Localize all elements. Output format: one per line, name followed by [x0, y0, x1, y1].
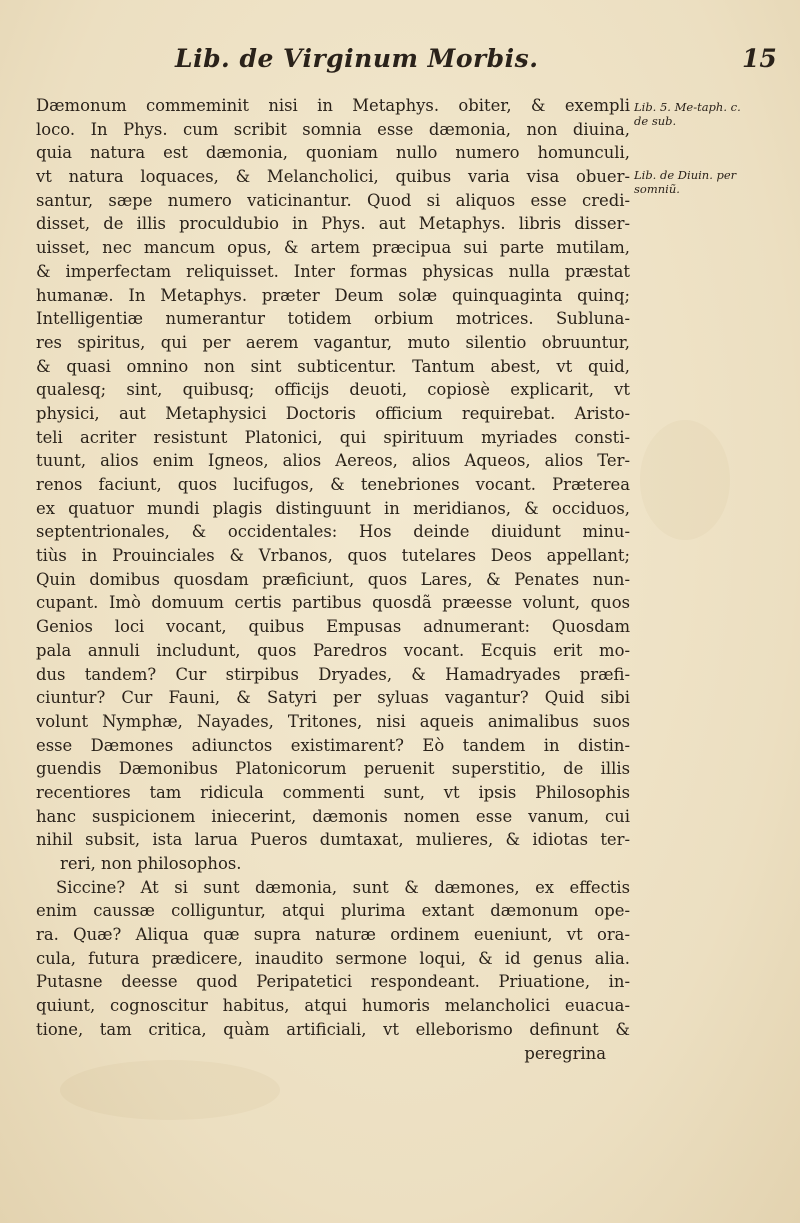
text-line: dus tandem? Cur stirpibus Dryades, & Hamadryades præfi- — [36, 664, 630, 684]
text-line: teli acriter resistunt Platonici, qui spirituum myriades consti- — [36, 427, 630, 447]
text-line: hanc suspicionem iniecerint, dæmonis nomen esse vanum, cui — [36, 806, 630, 826]
running-head-title: Lib. de Virginum Morbis. — [175, 44, 539, 73]
text-line: uisset, nec mancum opus, & artem præcipua sui parte mutilam, — [36, 238, 630, 258]
text-line: tuunt, alios enim Igneos, alios Aereos, alios Aqueos, alios Ter- — [36, 451, 630, 471]
text-line: humanæ. In Metaphys. præter Deum solæ quinquaginta quinq; — [36, 285, 630, 305]
text-line: recentiores tam ridicula commenti sunt, vt ipsis Philosophis — [36, 782, 630, 802]
text-line: Genios loci vocant, quibus Empusas adnumerant: Quosdam — [36, 617, 630, 637]
text-line: ex quatuor mundi plagis distinguunt in meridianos, & occiduos, — [36, 498, 630, 518]
text-line: qualesq; sint, quibusq; officijs deuoti, copiosè explicarit, vt — [36, 380, 630, 400]
text-line: pala annuli includunt, quos Paredros vocant. Ecquis erit mo- — [36, 640, 630, 660]
text-line: tione, tam critica, quàm artificiali, vt elleborismo definunt & — [36, 1019, 630, 1039]
text-line: santur, sæpe numero vaticinantur. Quod si aliquos esse credi- — [36, 190, 630, 210]
text-line: Dæmonum commeminit nisi in Metaphys. obiter, & exempli — [36, 96, 630, 115]
text-line: enim caussæ colliguntur, atqui plurima extant dæmonum ope- — [36, 901, 630, 921]
text-line: esse Dæmones adiunctos existimarent? Eò tandem in distin- — [36, 735, 630, 755]
text-line: ra. Quæ? Aliqua quæ supra naturæ ordinem eueniunt, vt ora- — [36, 925, 630, 945]
catchword: peregrina — [524, 1043, 606, 1063]
body-text — [36, 94, 630, 1065]
text-line: Intelligentiæ numerantur totidem orbium motrices. Subluna- — [36, 309, 630, 329]
text-line: res spiritus, qui per aerem vagantur, muto silentio obruuntur, — [36, 332, 630, 352]
text-line: Quin domibus quosdam præficiunt, quos Lares, & Penates nun- — [36, 569, 630, 589]
text-line: vt natura loquaces, & Melancholici, quibus varia visa obuer- — [36, 167, 630, 187]
text-line: quia natura est dæmonia, quoniam nullo numero homunculi, — [36, 143, 630, 163]
page-number: 15 — [742, 44, 777, 73]
text-line: nihil subsit, ista larua Pueros dumtaxat, mulieres, & idiotas ter- — [36, 830, 630, 850]
paper-stain — [60, 1060, 280, 1120]
text-line: ciuntur? Cur Fauni, & Satyri per syluas vagantur? Quid sibi — [36, 688, 630, 708]
text-line: & imperfectam reliquisset. Inter formas physicas nulla præstat — [36, 261, 630, 281]
running-head — [0, 40, 800, 80]
text-line: & quasi omnino non sint subticentur. Tantum abest, vt quid, — [36, 356, 630, 376]
text-line: disset, de illis proculdubio in Phys. aut Metaphys. libris disser- — [36, 214, 630, 234]
text-line: tiùs in Prouinciales & Vrbanos, quos tutelares Deos appellant; — [36, 546, 630, 566]
text-line: quiunt, cognoscitur habitus, atqui humoris melancholici euacua- — [36, 996, 630, 1016]
text-line: Putasne deesse quod Peripatetici respondeant. Priuatione, in- — [36, 972, 630, 992]
text-line: guendis Dæmonibus Platonicorum peruenit superstitio, de illis — [36, 759, 630, 779]
text-line: reri, non philosophos. — [60, 854, 242, 873]
text-line: renos faciunt, quos lucifugos, & tenebriones vocant. Præterea — [36, 475, 630, 494]
text-line: cula, futura prædicere, inaudito sermone loqui, & id genus alia. — [36, 948, 630, 968]
text-line: loco. In Phys. cum scribit somnia esse dæmonia, non diuina, — [36, 119, 630, 139]
text-line: cupant. Imò domuum certis partibus quosdã præesse volunt, quos — [36, 593, 630, 613]
text-line: septentrionales, & occidentales: Hos deinde diuidunt minu- — [36, 522, 630, 542]
margin-note: Lib. 5. Me-taph. c. de sub. — [634, 100, 741, 128]
text-line: volunt Nymphæ, Nayades, Tritones, nisi aqueis animalibus suos — [36, 711, 630, 731]
text-line: Siccine? At si sunt dæmonia, sunt & dæmones, ex effectis — [56, 877, 630, 897]
paper-stain — [640, 420, 730, 540]
margin-note: Lib. de Diuin. per somniũ. — [634, 168, 737, 196]
text-line: physici, aut Metaphysici Doctoris officium requirebat. Aristo- — [36, 403, 630, 423]
